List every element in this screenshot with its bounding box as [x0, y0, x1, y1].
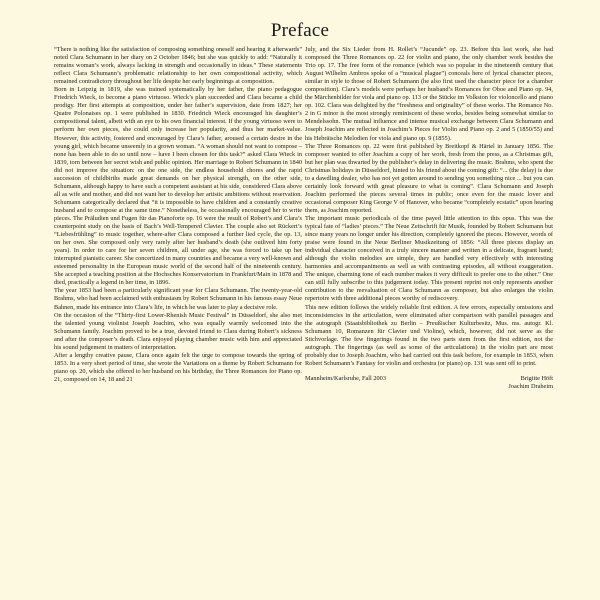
page-title: Preface [270, 20, 330, 41]
paragraph: The year 1853 had been a particularly significant year for Clara Schumann. The twenty-year-old Brahms, who had been acclaimed with enthusiasm by Robert Schumann in his famous essay Neue Bahnen, made his entrance into Clara’s life, in which he was later to play a decisive role. [54, 287, 302, 311]
paragraph: The important music periodicals of the time payed little attention to this opus. This was the typical fate of “ladies’ pieces.” The Neue Zeitschrift für Musik, founded by Robert Schumann but since many years no longer under his direction, completely ignored the pieces. However, words of praise were found in the Neue Berliner Musikzeitung of 1856: “All three pieces display an individual character conceived in a truly sincere manner and written in a delicate, fragrant hand; although the violin melodies are simple, they are handled very effectively with interesting harmonies and accompaniments as well as with contrasting episodes, all without exaggeration. The unique, charming tone of each number makes it very difficult to prefer one to the other.” One can still fully subscribe to this judgement today. This present reprint not only represents another contribution to the reevaluation of Clara Schumann as composer, but also enlarges the violin repertoire with three additional pieces worthy of rediscovery. [305, 214, 553, 303]
author-name: Brigitte Höft [520, 374, 553, 382]
paragraph: This new edition follows the widely reliable first edition. A few errors, especially omissions and inconsistencies in the articulation, were eliminated after comparison with parallel passages and the autograph (Staatsbibliothek zu Berlin – Preußischer Kulturbesitz, Mus. ms. autogr. Kl. Schumann 10, Romanzen für Clavier und Violine), which, however, did not serve as the Stichvorlage. The few fingerings found in the two parts stem from the first edition, not the autograph. The fingerings (as well as some of the articulations) in the violin part are most probably due to Joseph Joachim, who had carried out this task before, for example in 1853, when Robert Schumann’s Fantasy for violin and orchestra (or piano) op. 131 was sent off to print. [305, 303, 553, 367]
signature-block [305, 375, 553, 391]
author-name: Joachim Draheim [508, 382, 553, 390]
paragraph: After a lengthy creative pause, Clara once again felt the urge to compose towards the spring of 1853. In a very short period of time, she wrote the Variations on a theme by Robert Schumann for piano op. 20, which she offered to her husband on his birthday, the Three Romances for Piano op. 21, composed on 14, 18 and 21 [54, 351, 302, 383]
right-column [305, 46, 553, 391]
paragraph: July, and the Six Lieder from H. Rollet’s “Jucunde” op. 23. Before this last work, she had composed the Three Romances op. 22 for violin and piano, the only chamber work besides the Trio op. 17. The free form of the romance (which was so popular in the nineteenth century that August Wilhelm Ambros spoke of a “musical plague”) conceals here of lyrical character pieces, similar in style to those of Robert Schumann (he also first used the character piece for a chamber composition). Clara’s models were perhaps her husband’s Romances for Oboe and Piano op. 94, the Märchenbilder for viola and piano op. 113 or the Stücke im Volkston for violoncello and piano op. 102. Clara was delighted by the “freshness and originality” of these works. The Romance No. 2 in G minor is the most strongly reminiscent of these works, besides being somewhat similar to Mendelssohn. The mutual influence and intense musical exchange between Clara Schumann and Joseph Joachim are reflected in Joachim’s Pieces for Violin and Piano op. 2 and 5 (1850/55) and his Hebräische Melodien for viola and piano op. 9 (1855). [305, 46, 553, 142]
paragraph: On the occasion of the “Thirty-first Lower-Rhenish Music Festival” in Düsseldorf, she also met the talented young violinist Joseph Joachim, who was equally warmly welcomed into the Schumann family. Joachim proved to be a true, devoted friend to Clara during Robert’s sickness and after the composer’s death. Clara enjoyed playing chamber music with him and appreciated his sound judgement in matters of interpretation. [54, 311, 302, 351]
author-names [508, 375, 553, 391]
place-date: Mannheim/Karlsruhe, Fall 2003 [305, 374, 386, 382]
paragraph: “There is nothing like the satisfaction of composing something oneself and hearing it afterwards” noted Clara Schumann in her diary on 2 October 1846; but she was quickly to add: “Naturally it remains woman’s work, always lacking in strength and occasionally in ideas.” These statements reflect Clara Schumann’s problematic relationship to her own compositional activity, which remained contradictory throughout her life despite her early beginnings at composition. [54, 46, 302, 86]
paragraph: Born in Leipzig in 1819, she was trained systematically by her father, the piano pedagogue Friedrich Wieck, to become a piano virtuoso. Wieck’s plan succeeded and Clara became a child prodigy. Her first attempts at composition, under her father’s supervision, date from 1827; her Quatre Polonaises op. 1 were published in 1830. Friedrich Wieck encouraged his daughter’s compositional talent, albeit with an eye to his own financial interest. If the young virtuoso were to perform her own pieces, she could only increase her popularity, and thus her market-value. However, this activity, fostered and encouraged by Clara’s father, aroused a certain desire in the young girl, which became unseemly in a grown woman. “A woman should not want to compose – none has been able to do so until now – have I been chosen for this task?” asked Clara Wieck in 1839, torn between her secret wish and public opinion. Her marriage to Robert Schumann in 1840 did not improve the situation: on the one side, the endless household chores and the rapid succession of childbirths made great demands on her physical strength, on the other side, Schumann, although happy to have such a competent assistant at his side, considered Clara above all as wife and mother, and did not want her to develop her artistic ambitions without reservation. Schumann categorically declared that “it is impossible to have children and a constantly creative husband and to compose at the same time.” Nonetheless, he occasionally encouraged her to write pieces. The Präludien und Fugen für das Pianoforte op. 16 were the result of Robert’s and Clara’s counterpoint study on the basis of Bach’s Well-Tempered Clavier. The couple also set Rückert’s “Liebesfrühling” to music together, where-after Clara composed a further lied cycle, the op. 13, on her own. She composed only very rarely after her husband’s death (she outlived him forty years). In order to care for her seven children, all under age, she was forced to take up her interrupted pianistic career. She concertized in many countries and became a very well-known and esteemed personality in the European music world of the second half of the nineteenth century. She accepted a teaching position at the Hochsches Konservatorium in Frankfurt/Main in 1878 and died, practically a legend in her time, in 1896. [54, 86, 302, 287]
left-column [54, 46, 302, 384]
paragraph: The Three Romances op. 22 were first published by Breitkopf & Härtel in January 1856. The composer wanted to offer Joachim a copy of her work, fresh from the press, as a Christmas gift, but her plan was thwarted by the publisher’s delay in delivering the music. Brahms, who spent the Christmas holidays in Düsseldorf, hinted to his friend about the coming gift: “... (the delay) is due to a dawdling dealer, who has not yet gotten around to sending you something nice ... but you can certainly look forward with great pleasure to what is coming”. Clara Schumann and Joseph Joachim performed the pieces several times in public; once even for the music lover and occasional composer King George V of Hanover, who became “completely ecstatic” upon hearing them, as Joachim reported. [305, 142, 553, 214]
